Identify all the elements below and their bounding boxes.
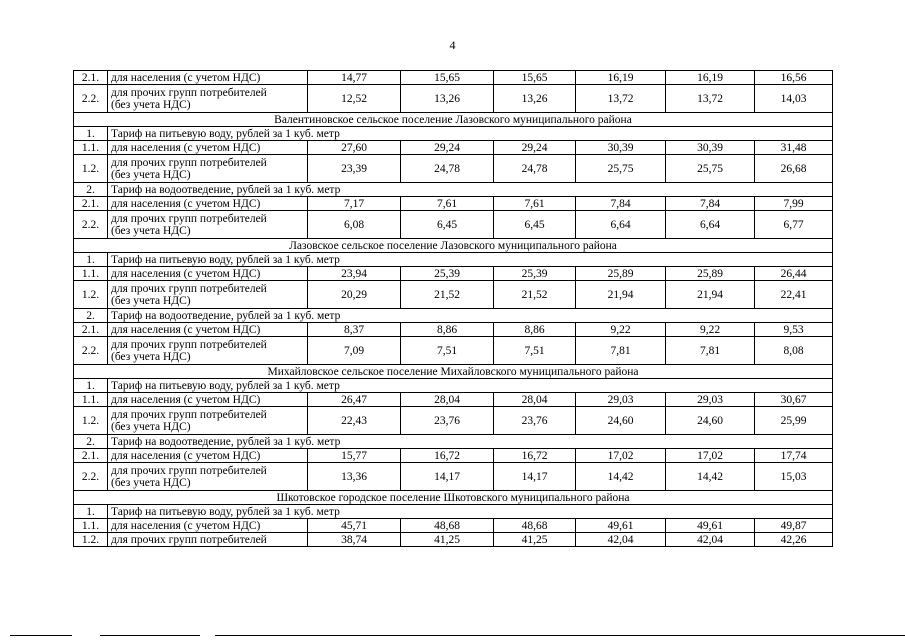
tariff-value: 16,19 xyxy=(576,71,666,85)
row-number: 1.1. xyxy=(74,393,108,407)
row-number: 1.2. xyxy=(74,407,108,435)
section-title: Шкотовское городское поселение Шкотовского муниципального района xyxy=(74,491,833,505)
tariff-value: 7,99 xyxy=(755,197,833,211)
tariff-value: 25,75 xyxy=(576,155,666,183)
tariff-value: 23,94 xyxy=(308,267,401,281)
description-line: для населения (с учетом НДС) xyxy=(111,197,261,210)
tariff-table xyxy=(73,70,833,547)
tariff-value: 7,81 xyxy=(666,337,755,365)
row-number: 1.1. xyxy=(74,267,108,281)
row-description xyxy=(108,155,308,183)
tariff-value: 7,61 xyxy=(401,197,494,211)
tariff-value: 42,04 xyxy=(666,533,755,547)
tariff-value: 6,45 xyxy=(401,211,494,239)
table-row xyxy=(74,281,833,309)
row-number: 1. xyxy=(74,253,108,267)
description-line: (без учета НДС) xyxy=(111,98,191,111)
tariff-value: 24,78 xyxy=(401,155,494,183)
section-title: Лазовское сельское поселение Лазовского муниципального района xyxy=(74,239,833,253)
description-line: для населения (с учетом НДС) xyxy=(111,519,261,532)
tariff-value: 42,04 xyxy=(576,533,666,547)
table-row xyxy=(74,197,833,211)
tariff-value: 13,26 xyxy=(494,85,576,113)
tariff-value: 25,75 xyxy=(666,155,755,183)
row-number: 1.2. xyxy=(74,155,108,183)
description-line: для населения (с учетом НДС) xyxy=(111,393,261,406)
tariff-value: 8,37 xyxy=(308,323,401,337)
row-number: 1.2. xyxy=(74,281,108,309)
description-line: для прочих групп потребителей xyxy=(111,338,267,351)
description-line: (без учета НДС) xyxy=(111,224,191,237)
tariff-value: 14,42 xyxy=(576,463,666,491)
tariff-header-text: Тариф на питьевую воду, рублей за 1 куб. метр xyxy=(108,379,833,393)
tariff-value: 8,86 xyxy=(401,323,494,337)
row-number: 1.1. xyxy=(74,519,108,533)
tariff-value: 21,52 xyxy=(494,281,576,309)
row-description xyxy=(108,337,308,365)
tariff-value: 7,51 xyxy=(494,337,576,365)
row-description xyxy=(108,197,308,211)
row-number: 2.2. xyxy=(74,337,108,365)
tariff-value: 25,39 xyxy=(494,267,576,281)
description-line: для прочих групп потребителей xyxy=(111,156,267,169)
page-number: 4 xyxy=(449,38,456,52)
tariff-value: 16,72 xyxy=(401,449,494,463)
tariff-header-text: Тариф на питьевую воду, рублей за 1 куб. метр xyxy=(108,505,833,519)
tariff-value: 48,68 xyxy=(494,519,576,533)
row-number: 2. xyxy=(74,309,108,323)
description-line: для населения (с учетом НДС) xyxy=(111,141,261,154)
tariff-value: 7,17 xyxy=(308,197,401,211)
table-row xyxy=(74,71,833,85)
tariff-header-text: Тариф на питьевую воду, рублей за 1 куб. метр xyxy=(108,253,833,267)
tariff-table-body xyxy=(74,71,833,547)
description-line: для прочих групп потребителей xyxy=(111,86,267,99)
description-line: для прочих групп потребителей xyxy=(111,464,267,477)
tariff-value: 21,94 xyxy=(576,281,666,309)
tariff-value: 9,22 xyxy=(576,323,666,337)
table-row xyxy=(74,393,833,407)
description-line: (без учета НДС) xyxy=(111,350,191,363)
tariff-value: 26,47 xyxy=(308,393,401,407)
tariff-value: 26,44 xyxy=(755,267,833,281)
description-line: (без учета НДС) xyxy=(111,420,191,433)
tariff-header-row xyxy=(74,435,833,449)
row-description xyxy=(108,323,308,337)
description-line: для населения (с учетом НДС) xyxy=(111,323,261,336)
table-row xyxy=(74,323,833,337)
tariff-value: 30,39 xyxy=(576,141,666,155)
description-line: (без учета НДС) xyxy=(111,168,191,181)
description-line: (без учета НДС) xyxy=(111,476,191,489)
row-description xyxy=(108,71,308,85)
tariff-value: 25,99 xyxy=(755,407,833,435)
row-description xyxy=(108,407,308,435)
bottom-edge-line-mid xyxy=(100,635,200,636)
table-row xyxy=(74,407,833,435)
tariff-value: 30,67 xyxy=(755,393,833,407)
tariff-value: 14,03 xyxy=(755,85,833,113)
tariff-value: 15,77 xyxy=(308,449,401,463)
table-row xyxy=(74,85,833,113)
table-row xyxy=(74,463,833,491)
tariff-value: 14,17 xyxy=(494,463,576,491)
tariff-value: 9,22 xyxy=(666,323,755,337)
description-line: для населения (с учетом НДС) xyxy=(111,267,261,280)
tariff-value: 48,68 xyxy=(401,519,494,533)
tariff-value: 6,08 xyxy=(308,211,401,239)
tariff-header-row xyxy=(74,253,833,267)
tariff-value: 26,68 xyxy=(755,155,833,183)
row-description xyxy=(108,211,308,239)
row-description xyxy=(108,267,308,281)
tariff-value: 27,60 xyxy=(308,141,401,155)
row-description xyxy=(108,393,308,407)
bottom-edge-line-right xyxy=(215,635,905,636)
section-title: Валентиновское сельское поселение Лазовского муниципального района xyxy=(74,113,833,127)
tariff-value: 45,71 xyxy=(308,519,401,533)
description-line: для прочих групп потребителей xyxy=(111,533,267,546)
row-number: 2. xyxy=(74,435,108,449)
tariff-value: 7,09 xyxy=(308,337,401,365)
tariff-value: 24,60 xyxy=(576,407,666,435)
tariff-header-text: Тариф на водоотведение, рублей за 1 куб. метр xyxy=(108,435,833,449)
tariff-value: 17,02 xyxy=(576,449,666,463)
row-description xyxy=(108,141,308,155)
tariff-value: 23,76 xyxy=(494,407,576,435)
tariff-value: 17,02 xyxy=(666,449,755,463)
tariff-value: 31,48 xyxy=(755,141,833,155)
tariff-value: 15,65 xyxy=(494,71,576,85)
tariff-value: 9,53 xyxy=(755,323,833,337)
table-row xyxy=(74,533,833,547)
table-row xyxy=(74,267,833,281)
row-description xyxy=(108,449,308,463)
tariff-value: 6,77 xyxy=(755,211,833,239)
tariff-value: 15,65 xyxy=(401,71,494,85)
tariff-value: 41,25 xyxy=(494,533,576,547)
row-number: 2.2. xyxy=(74,85,108,113)
tariff-value: 13,72 xyxy=(666,85,755,113)
tariff-value: 30,39 xyxy=(666,141,755,155)
tariff-value: 8,08 xyxy=(755,337,833,365)
tariff-value: 16,19 xyxy=(666,71,755,85)
tariff-value: 42,26 xyxy=(755,533,833,547)
tariff-value: 7,84 xyxy=(576,197,666,211)
tariff-value: 7,61 xyxy=(494,197,576,211)
tariff-value: 20,29 xyxy=(308,281,401,309)
row-number: 1. xyxy=(74,505,108,519)
section-row xyxy=(74,491,833,505)
tariff-value: 28,04 xyxy=(494,393,576,407)
tariff-header-text: Тариф на водоотведение, рублей за 1 куб. метр xyxy=(108,309,833,323)
table-row xyxy=(74,211,833,239)
tariff-value: 22,41 xyxy=(755,281,833,309)
bottom-edge-line-left xyxy=(10,635,72,636)
tariff-value: 16,56 xyxy=(755,71,833,85)
tariff-value: 8,86 xyxy=(494,323,576,337)
tariff-value: 29,24 xyxy=(401,141,494,155)
tariff-value: 28,04 xyxy=(401,393,494,407)
tariff-value: 13,26 xyxy=(401,85,494,113)
row-description xyxy=(108,463,308,491)
table-row xyxy=(74,449,833,463)
tariff-value: 6,64 xyxy=(666,211,755,239)
tariff-value: 14,17 xyxy=(401,463,494,491)
description-line: для прочих групп потребителей xyxy=(111,408,267,421)
tariff-value: 17,74 xyxy=(755,449,833,463)
description-line: для прочих групп потребителей xyxy=(111,212,267,225)
tariff-header-row xyxy=(74,183,833,197)
tariff-value: 24,78 xyxy=(494,155,576,183)
tariff-value: 25,89 xyxy=(576,267,666,281)
row-description xyxy=(108,281,308,309)
row-number: 2.1. xyxy=(74,71,108,85)
row-number: 2.2. xyxy=(74,211,108,239)
description-line: для населения (с учетом НДС) xyxy=(111,71,261,84)
tariff-value: 49,87 xyxy=(755,519,833,533)
tariff-value: 7,84 xyxy=(666,197,755,211)
row-number: 2.1. xyxy=(74,323,108,337)
tariff-value: 16,72 xyxy=(494,449,576,463)
tariff-value: 22,43 xyxy=(308,407,401,435)
row-number: 2.1. xyxy=(74,197,108,211)
tariff-value: 24,60 xyxy=(666,407,755,435)
section-title: Михайловское сельское поселение Михайловского муниципального района xyxy=(74,365,833,379)
tariff-value: 41,25 xyxy=(401,533,494,547)
table-row xyxy=(74,519,833,533)
tariff-value: 13,72 xyxy=(576,85,666,113)
section-row xyxy=(74,239,833,253)
row-number: 2.1. xyxy=(74,449,108,463)
tariff-value: 21,94 xyxy=(666,281,755,309)
section-row xyxy=(74,113,833,127)
row-description xyxy=(108,85,308,113)
tariff-header-row xyxy=(74,379,833,393)
description-line: для прочих групп потребителей xyxy=(111,282,267,295)
row-number: 2.2. xyxy=(74,463,108,491)
tariff-value: 15,03 xyxy=(755,463,833,491)
table-row xyxy=(74,141,833,155)
tariff-header-row xyxy=(74,309,833,323)
tariff-value: 7,51 xyxy=(401,337,494,365)
tariff-value: 12,52 xyxy=(308,85,401,113)
row-description xyxy=(108,519,308,533)
tariff-value: 14,77 xyxy=(308,71,401,85)
table-row xyxy=(74,337,833,365)
tariff-header-text: Тариф на питьевую воду, рублей за 1 куб. метр xyxy=(108,127,833,141)
tariff-value: 21,52 xyxy=(401,281,494,309)
tariff-header-row xyxy=(74,505,833,519)
row-number: 2. xyxy=(74,183,108,197)
tariff-value: 23,76 xyxy=(401,407,494,435)
row-description xyxy=(108,533,308,547)
row-number: 1.1. xyxy=(74,141,108,155)
tariff-header-row xyxy=(74,127,833,141)
tariff-value: 25,39 xyxy=(401,267,494,281)
tariff-value: 7,81 xyxy=(576,337,666,365)
tariff-value: 29,24 xyxy=(494,141,576,155)
tariff-value: 13,36 xyxy=(308,463,401,491)
tariff-value: 25,89 xyxy=(666,267,755,281)
tariff-value: 14,42 xyxy=(666,463,755,491)
tariff-value: 49,61 xyxy=(666,519,755,533)
row-number: 1. xyxy=(74,127,108,141)
tariff-value: 6,64 xyxy=(576,211,666,239)
row-number: 1. xyxy=(74,379,108,393)
tariff-value: 49,61 xyxy=(576,519,666,533)
description-line: для населения (с учетом НДС) xyxy=(111,449,261,462)
tariff-value: 38,74 xyxy=(308,533,401,547)
tariff-value: 6,45 xyxy=(494,211,576,239)
tariff-value: 29,03 xyxy=(666,393,755,407)
tariff-header-text: Тариф на водоотведение, рублей за 1 куб. метр xyxy=(108,183,833,197)
tariff-value: 29,03 xyxy=(576,393,666,407)
description-line: (без учета НДС) xyxy=(111,294,191,307)
table-row xyxy=(74,155,833,183)
section-row xyxy=(74,365,833,379)
row-number: 1.2. xyxy=(74,533,108,547)
tariff-value: 23,39 xyxy=(308,155,401,183)
